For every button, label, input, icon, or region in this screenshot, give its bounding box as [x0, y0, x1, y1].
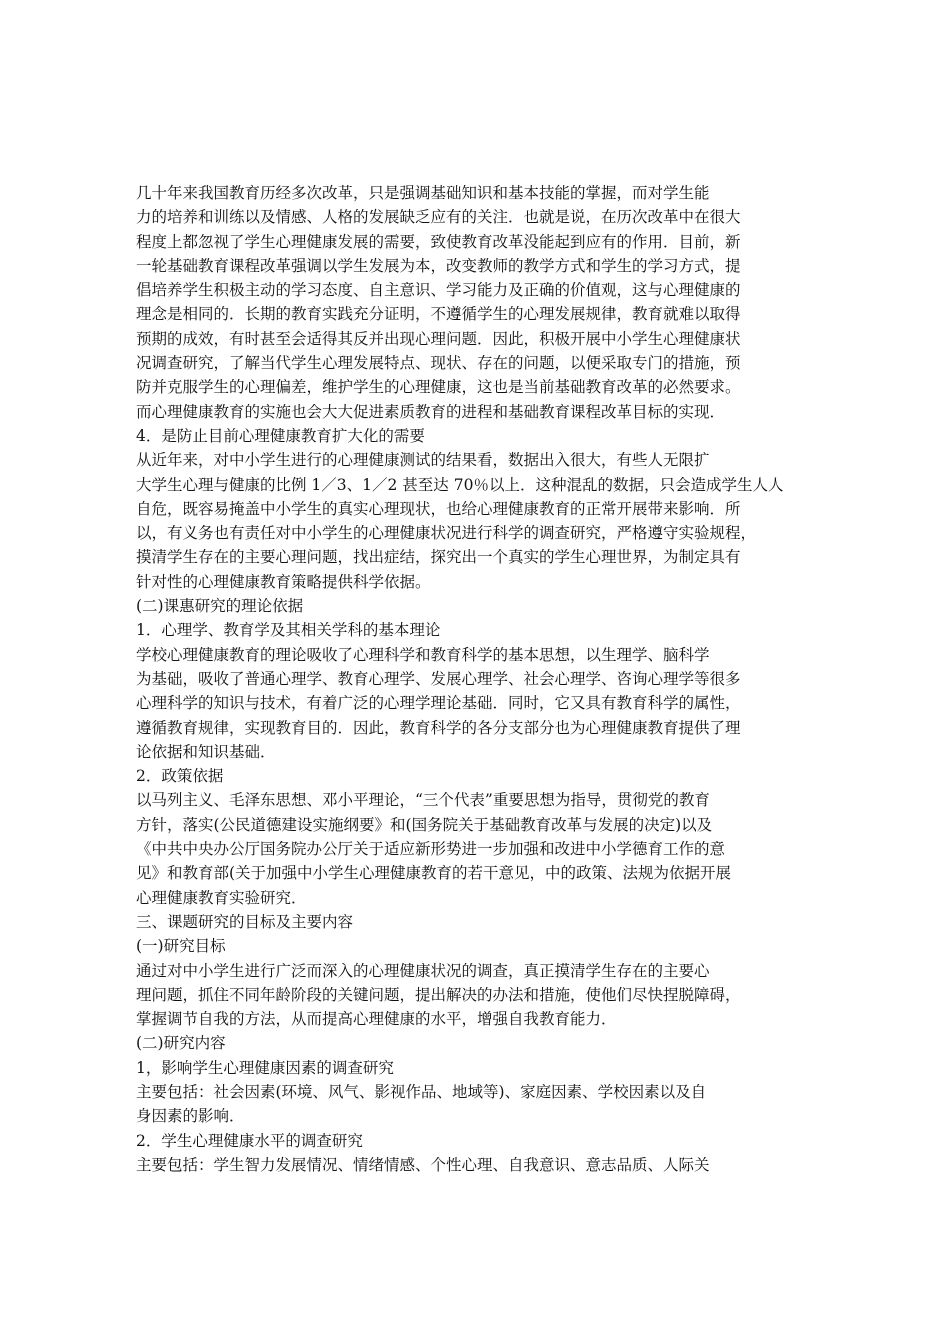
text-line: 理问题，抓住不同年龄阶段的关键问题，提出解决的办法和措施，使他们尽快捏脱障碍， — [136, 985, 741, 1004]
text-line: 遵循教育规律，实现教育目的．因此，教育科学的各分支部分也为心理健康教育提供了理 — [136, 718, 741, 737]
text-line: 方针，落实(公民道德建设实施纲要》和(国务院关于基础教育改革与发展的决定)以及 — [136, 815, 713, 834]
text-line: 程度上都忽视了学生心理健康发展的需要，致使教育改革没能起到应有的作用．目前，新 — [136, 232, 741, 251]
text-line: 一轮基础教育课程改革强调以学生发展为本，改变教师的教学方式和学生的学习方式，提 — [136, 256, 741, 275]
text-line: 心理健康教育实验研究． — [136, 888, 307, 907]
text-line: 几十年来我国教育历经多次改革，只是强调基础知识和基本技能的掌握，而对学生能 — [136, 184, 710, 202]
text-line: 主要包括：学生智力发展情况、情绪情感、个性心理、自我意识、意志品质、人际关 — [136, 1155, 710, 1174]
text-line: 主要包括：社会因素(环境、风气、影视作品、地域等)、家庭因素、学校因素以及自 — [136, 1082, 707, 1101]
text-line: 为基础，吸收了普通心理学、教育心理学、发展心理学、社会心理学、咨询心理学等很多 — [136, 669, 741, 688]
text-line: 摸清学生存在的主要心理问题，找出症结，探究出一个真实的学生心理世界，为制定具有 — [136, 548, 741, 567]
text-line: 防并克服学生的心理偏差，维护学生的心理健康，这也是当前基础教育改革的必然要求。 — [136, 378, 741, 397]
text-line: 以，有义务也有责任对中小学生的心理健康状况进行科学的调查研究，严格遵守实验规程， — [136, 524, 757, 543]
section-heading: 2．学生心理健康水平的调查研究 — [136, 1131, 363, 1150]
text-line: 通过对中小学生进行广泛而深入的心理健康状况的调查，真正摸清学生存在的主要心 — [136, 961, 710, 980]
text-line: 学校心理健康教育的理论吸收了心理科学和教育科学的基本思想，以生理学、脑科学 — [136, 645, 710, 664]
text-line: 自危，既容易掩盖中小学生的真实心理现状，也给心理健康教育的正常开展带来影响．所 — [136, 499, 741, 518]
section-heading: 4．是防止目前心理健康教育扩大化的需要 — [136, 426, 425, 445]
text-line: 掌握调节自我的方法，从而提高心理健康的水平，增强自我教育能力． — [136, 1010, 617, 1029]
section-heading: (一)研究目标 — [136, 937, 226, 956]
section-heading: 1，影响学生心理健康因素的调查研究 — [136, 1058, 394, 1077]
section-heading: 1．心理学、教育学及其相关学科的基本理论 — [136, 621, 441, 640]
text-line: 身因素的影响． — [136, 1107, 245, 1126]
section-heading: 2．政策依据 — [136, 767, 224, 786]
section-heading: (二)课惠研究的理论依据 — [136, 597, 304, 616]
section-heading: (二)研究内容 — [136, 1034, 226, 1053]
text-line: 理念是相同的．长期的教育实践充分证明，不遵循学生的心理发展规律，教育就难以取得 — [136, 305, 741, 324]
text-line: 针对性的心理健康教育策略提供科学依据。 — [136, 572, 431, 591]
text-line: 况调查研究，了解当代学生心理发展特点、现状、存在的问题，以便采取专门的措施，预 — [136, 354, 741, 373]
text-line: 以马列主义、毛泽东思想、邓小平理论，“三个代表”重要思想为指导，贯彻党的教育 — [136, 791, 710, 810]
text-line: 《中共中央办公厅国务院办公厅关于适应新形势进一步加强和改进中小学德育工作的意 — [136, 840, 726, 859]
text-line: 见》和教育部(关于加强中小学生心理健康教育的若干意见，中的政策、法规为依据开展 — [136, 864, 732, 883]
text-line: 力的培养和训练以及情感、人格的发展缺乏应有的关注．也就是说，在历次改革中在很大 — [136, 208, 741, 227]
text-line: 心理科学的知识与技术，有着广泛的心理学理论基础．同时，它又具有教育科学的属性， — [136, 694, 741, 713]
text-line: 论依据和知识基础． — [136, 742, 276, 761]
document-body — [136, 181, 826, 1177]
text-line: 从近年来，对中小学生进行的心理健康测试的结果看，数据出入很大，有些人无限扩 — [136, 451, 710, 470]
text-line: 大学生心理与健康的比例 1／3、1／2 甚至达 70％以上．这种混乱的数据，只会造成学生人人 — [136, 475, 784, 494]
text-line: 而心理健康教育的实施也会大大促进素质教育的进程和基础教育课程改革目标的实现． — [136, 402, 726, 421]
section-heading: 三、课题研究的目标及主要内容 — [136, 912, 354, 931]
text-line: 预期的成效，有时甚至会适得其反并出现心理问题．因此，积极开展中小学生心理健康状 — [136, 329, 741, 348]
text-line: 倡培养学生积极主动的学习态度、自主意识、学习能力及正确的价值观，这与心理健康的 — [136, 281, 741, 300]
